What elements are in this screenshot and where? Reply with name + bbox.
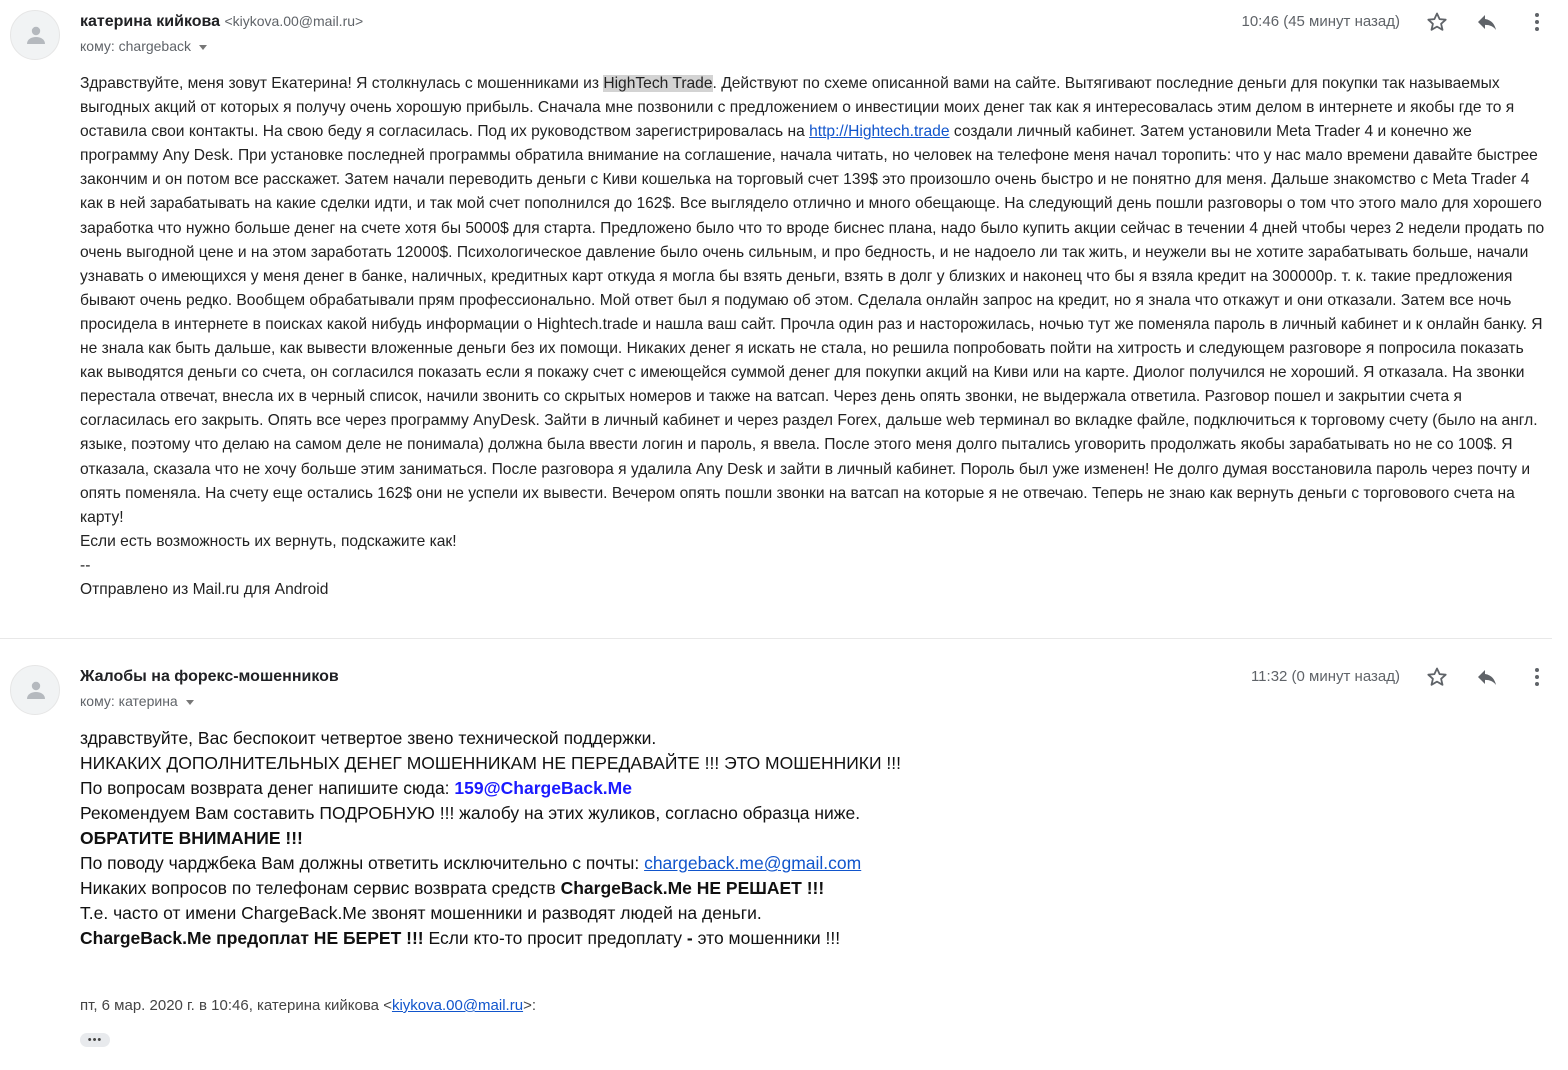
- reply-line: Рекомендуем Вам составить ПОДРОБНУЮ !!! жалобу на этих жуликов, согласно образца ниже.: [80, 803, 861, 823]
- message-time: 11:32 (0 минут назад): [1250, 668, 1400, 685]
- body-paragraph: [80, 72, 1550, 530]
- gmail-link[interactable]: chargeback.me@gmail.com: [644, 853, 862, 873]
- chevron-down-icon[interactable]: [186, 700, 194, 705]
- recipient-label: кому: chargeback: [80, 38, 192, 54]
- signature-separator: --: [80, 556, 91, 574]
- reply-text: Никаких вопросов по телефонам сервис возврата средств: [80, 878, 561, 898]
- star-icon[interactable]: [1425, 665, 1449, 689]
- reply-text: Если кто-то просит предоплату: [423, 928, 687, 948]
- more-vert-icon[interactable]: [1525, 665, 1549, 689]
- sender-name[interactable]: катерина кийкова: [80, 13, 221, 30]
- sender-name[interactable]: Жалобы на форекс-мошенников: [80, 668, 339, 685]
- hightech-link[interactable]: http://Hightech.trade: [809, 123, 950, 141]
- signature: Отправлено из Mail.ru для Android: [80, 580, 329, 598]
- recipient-label: кому: катерина: [80, 693, 178, 709]
- body-text: Здравствуйте, меня зовут Екатерина! Я столкнулась с мошенниками из: [80, 75, 604, 92]
- message-time: 10:46 (45 минут назад): [1241, 13, 1400, 30]
- star-icon[interactable]: [1425, 10, 1449, 34]
- reply-body: [80, 726, 1280, 951]
- body-text: создали личный кабинет. Затем установили Meta Trader 4 и конечно же программу Any Desk. При установке последней программы обратила внимание на соглашение, начала читать, но человек на телефоне меня начал торопить: что у нас мало времени давайте быстрее закончим и он потом все расскажет. Затем начали переводить деньги с Киви кошелька на торговый счет 139$ это произошло очень быстро и не понятно для меня. Дальше знакомство с Meta Trader 4 как в ней зарабатывать на какие сделки идти, и так мой счет пополнился до 162$. Все выглядело отлично и много обещающе. На следующий день пошли разговоры о том что этого мало для хорошего заработка что нужно больше денег на счете хотя бы 5000$ для старта. Предложено было что то вроде биснес плана, надо было купить акции сейчас в течении 4 дней чтобы через 2 недели продать по очень выгодной цене и на этом заработать 12000$. Психологическое давление было очень сильным, и про бедность, и не надоело ли так жить, и неужели вы не хотите зарабатывать больше, начали узнавать о имеющихся у меня денег в банке, наличных, кредитных карт откуда я могла бы взять деньги, взять в долг у близких и наконец что бы я взяла кредит на 300000р. т. к. такие предложения бывают очень редко. Вообщем обрабатывали прям профессионально. Мой ответ был я подумаю об этом. Сделала онлайн запрос на кредит, но я знала что откажут и они отказали. Затем все ночь просидела в интернете в поисках какой нибудь информации о Hightech.trade и нашла ваш сайт. Прочла один раз и насторожилась, ночью тут же поменяла пароль в личный кабинет и к онлайн банку. Я не знала как быть дальше, как вывести вложенные деньги без их помощи. Никаких денег я искать не стала, но решила попробовать пойти на хитрость и следующем разговоре я попросила показать как выводятся деньги со счета, он согласился показать если я покажу счет с имеющейся суммой денег для покупки акций на Киви или на карте. Диолог получился не хороший. Я отказала. На звонки перестала отвечат, внесла их в черный список, начили звонить со скрытых номеров и также на ватсап. Через день опять звонки, не выдержала ответила. Разговор пошел и закрытии счета я согласилась его закрыть. Опять все через программу AnyDesk. Зайти в личный кабинет и через раздел Forex, дальше web терминал во вкладке файле, подключиться к торговому счету (было на англ. языке, поэтому что делаю на самом деле не понимала) должна была ввести логин и пароль, я ввела. После этого меня долго пытались уговорить продолжать якобы зарабатывать но не со 100$. Я отказала, сказала что не хочу больше этим заниматься. После разговора я удалила Any Desk и зайти в личный кабинет. Пороль был уже изменен! Не долго думая восстановила пароль через почту и опять поменяла. На счету еще остались 162$ они не успели их вывести. Вечером опять пошли звонки на ватсап на которые я не отвечаю. Теперь не знаю как вернуть деньги с торговового счета на карту!: [80, 123, 1545, 526]
- sender-avatar: [10, 665, 60, 715]
- reply-icon[interactable]: [1475, 10, 1499, 34]
- reply-line: [80, 776, 1280, 801]
- body-text: . Действуют по схеме описанной вами на сайте. Вытягивают последние деньги для покупки так называемых выгодных акций от которых я получу очень хорошую прибыль. Сначала мне позвонили с предложением о инвестиции моих денег так как я интересовалась этим делом в интернете и якобы где то я оставила свои контакты. На свою беду я согласилась. Под их руководством зарегистрировалась на: [80, 75, 1515, 141]
- show-trimmed-content-button[interactable]: •••: [80, 1033, 110, 1047]
- reply-warning: ОБРАТИТЕ ВНИМАНИЕ !!!: [80, 828, 303, 848]
- sender-line[interactable]: [80, 13, 363, 31]
- reply-text: По вопросам возврата денег напишите сюда:: [80, 778, 455, 798]
- reply-icon[interactable]: [1475, 665, 1499, 689]
- reply-line: [80, 926, 1280, 951]
- sender-line[interactable]: [80, 668, 339, 686]
- sender-avatar: [10, 10, 60, 60]
- reply-line: [80, 876, 1280, 901]
- contact-email-link[interactable]: 159@ChargeBack.Me: [454, 778, 632, 798]
- reply-line: здравствуйте, Вас беспокоит четвертое звено технической поддержки.: [80, 728, 657, 748]
- message-body: [80, 72, 1550, 602]
- recipient-line[interactable]: [80, 38, 207, 54]
- chevron-down-icon[interactable]: [199, 45, 207, 50]
- quote-text: >:: [523, 997, 536, 1014]
- person-icon: [24, 23, 48, 47]
- reply-line: [80, 851, 1280, 876]
- reply-line: НИКАКИХ ДОПОЛНИТЕЛЬНЫХ ДЕНЕГ МОШЕННИКАМ НЕ ПЕРЕДАВАЙТЕ !!! ЭТО МОШЕННИКИ !!!: [80, 753, 902, 773]
- more-vert-icon[interactable]: [1525, 10, 1549, 34]
- quote-header: [80, 997, 536, 1014]
- reply-bold-text: ChargeBack.Me НЕ РЕШАЕТ !!!: [560, 878, 825, 898]
- reply-line: Т.е. часто от имени ChargeBack.Me звонят мошенники и разводят людей на деньги.: [80, 903, 762, 923]
- body-closing: Если есть возможность их вернуть, подскажите как!: [80, 532, 457, 550]
- quote-text: пт, 6 мар. 2020 г. в 10:46, катерина кийкова <: [80, 997, 392, 1014]
- reply-text: это мошенники !!!: [692, 928, 841, 948]
- person-icon: [24, 678, 48, 702]
- quote-email-link[interactable]: kiykova.00@mail.ru: [391, 997, 524, 1014]
- recipient-line[interactable]: [80, 693, 194, 709]
- reply-bold-text: ChargeBack.Me предоплат НЕ БЕРЕТ !!!: [80, 928, 424, 948]
- reply-bold-text: -: [686, 928, 693, 948]
- highlighted-text: HighTech Trade: [603, 75, 713, 92]
- reply-text: По поводу чарджбека Вам должны ответить исключительно с почты:: [80, 853, 645, 873]
- sender-email: <kiykova.00@mail.ru>: [224, 13, 364, 29]
